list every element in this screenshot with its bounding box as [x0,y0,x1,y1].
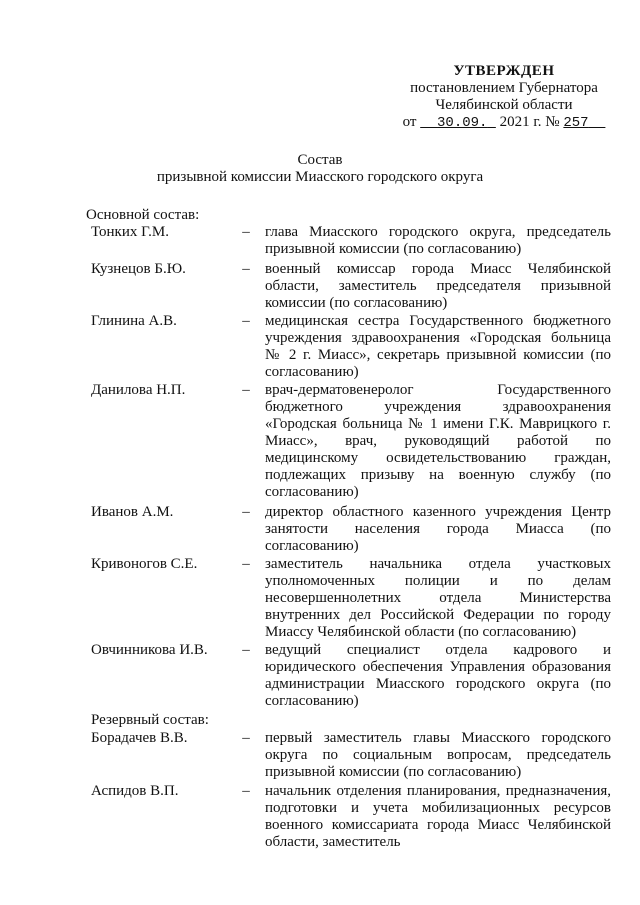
member-description: глава Миасского городского округа, председатель призывной комиссии (по согласованию) [265,224,611,257]
approval-title: УТВЕРЖДЕН [453,63,555,79]
approval-date-line [398,114,610,132]
approval-number: 257 [563,115,589,131]
reserve-section-label: Резервный состав: [91,712,209,728]
member-dash: – [242,261,250,277]
member-description: медицинская сестра Государственного бюджетного учреждения здравоохранения «Городская больница № 2 г. Миасс», секретарь призывной комиссии (по согласованию) [265,313,611,380]
member-dash: – [242,313,250,329]
member-name: Борадачев В.В. [91,730,188,746]
member-name: Тонких Г.М. [91,224,169,240]
member-description: ведущий специалист отдела кадрового и юридического обеспечения Управления образования администрации Миасского городского округа (по согласованию) [265,642,611,709]
member-description: начальник отделения планирования, предназначения, подготовки и учета мобилизационных ресурсов военного комиссариата города Миасс Челябинской области, заместитель [265,783,611,850]
member-name: Кривоногов С.Е. [91,556,198,572]
title-line-1: Состав [297,152,343,168]
member-name: Глинина А.В. [91,313,177,329]
date-suffix: 2021 г. № [499,114,560,130]
member-description: заместитель начальника отдела участковых уполномоченных полиции и по делам несовершеннолетних отдела Министерства внутренних дел Российской Федерации по городу Миассу Челябинской области (по согласованию) [265,556,611,640]
member-description: военный комиссар города Миасс Челябинской области, заместитель председателя призывной комиссии (по согласованию) [265,261,611,311]
member-dash: – [242,642,250,658]
member-dash: – [242,382,250,398]
member-dash: – [242,556,250,572]
member-name: Данилова Н.П. [91,382,186,398]
member-description: первый заместитель главы Миасского городского округа по социальным вопросам, председатель призывной комиссии (по согласованию) [265,730,611,780]
date-prefix: от [402,114,417,130]
member-name: Овчинникова И.В. [91,642,208,658]
approval-date: 30.09. [437,115,488,131]
member-name: Иванов А.М. [91,504,174,520]
approval-stamp [398,63,610,132]
member-name: Кузнецов Б.Ю. [91,261,186,277]
main-section-label: Основной состав: [86,207,200,223]
approval-line-1: постановлением Губернатора [410,80,598,96]
member-dash: – [242,504,250,520]
document-title [0,152,640,186]
member-description: директор областного казенного учреждения Центр занятости населения города Миасса (по согласованию) [265,504,611,554]
member-name: Аспидов В.П. [91,783,179,799]
member-dash: – [242,783,250,799]
member-dash: – [242,224,250,240]
member-dash: – [242,730,250,746]
title-line-2: призывной комиссии Миасского городского округа [156,169,484,185]
member-description: врач-дерматовенеролог Государственного бюджетного учреждения здравоохранения «Городская больница № 1 имени Г.К. Маврицкого г. Миасс», врач, руководящий работой по медицинскому освидетельствованию граждан, подлежащих призыву на военную службу (по согласованию) [265,382,611,500]
approval-line-2: Челябинской области [435,97,573,113]
